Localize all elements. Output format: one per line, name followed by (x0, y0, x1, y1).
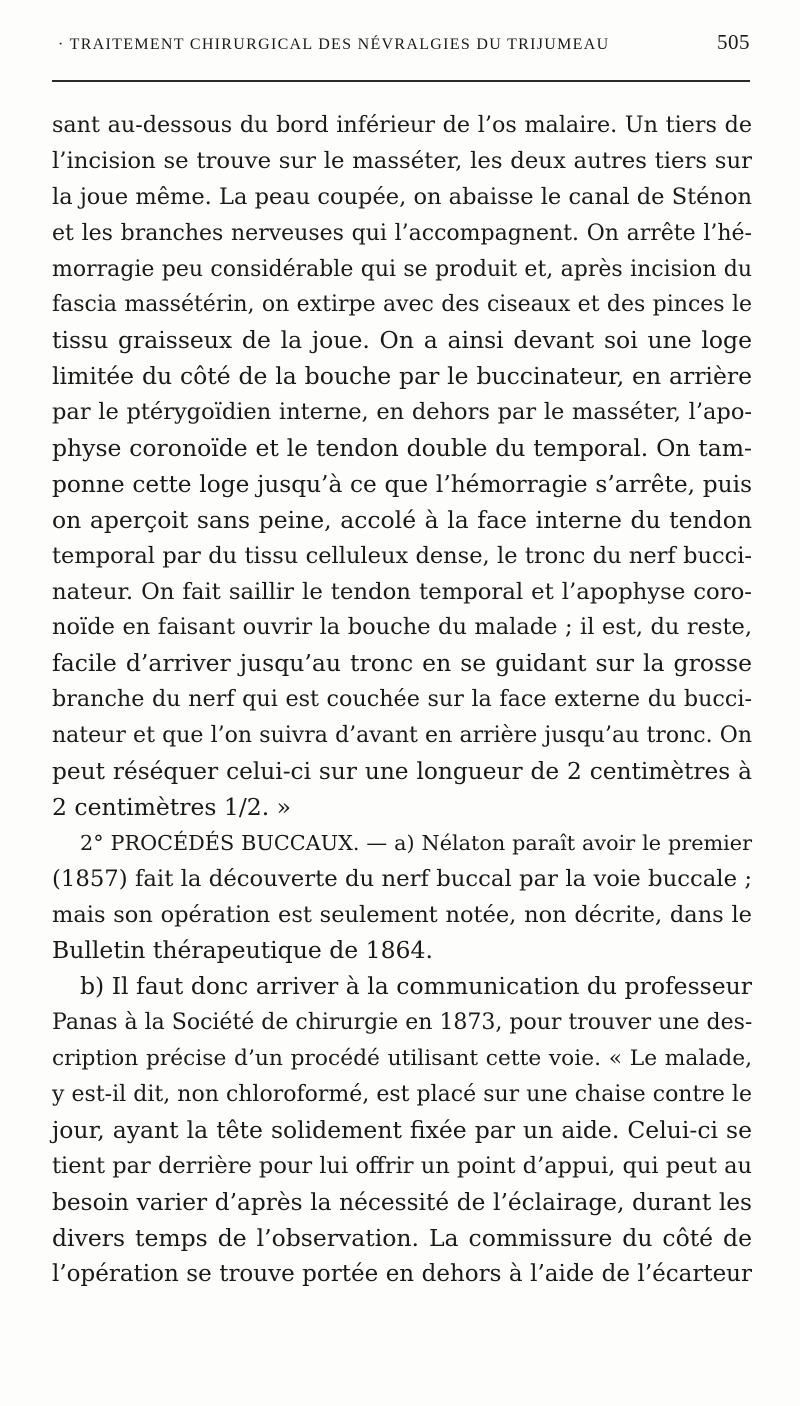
text-line: y est-il dit, non chloroformé, est placé sur une chaise contre le (52, 1082, 752, 1108)
text-line: l’opération se trouve portée en dehors à l’aide de l’écarteur (52, 1260, 752, 1287)
text-line: noïde en faisant ouvrir la bouche du malade ; il est, du reste, (52, 614, 752, 641)
paragraph-start-line: b) Il faut donc arriver à la communication du professeur (80, 972, 752, 1001)
text-line: tissu graisseux de la joue. On a ainsi devant soi une loge (52, 326, 752, 355)
text-line: physe coronoïde et le tendon double du temporal. On tam- (52, 434, 752, 463)
text-line: branche du nerf qui est couchée sur la face externe du bucci- (52, 686, 752, 713)
text-line: sant au-dessous du bord inférieur de l’os malaire. Un tiers de (52, 112, 752, 138)
text-line: par le ptérygoïdien interne, en dehors par le masséter, l’apo- (52, 399, 752, 426)
text-line: ponne cette loge jusqu’à ce que l’hémorragie s’arrête, puis (52, 470, 752, 498)
text-line: Panas à la Société de chirurgie en 1873, pour trouver une des- (52, 1010, 753, 1036)
text-line: 2 centimètres 1/2. » (52, 792, 292, 821)
text-line: nateur et que l’on suivra d’avant en arrière jusqu’au tronc. On (52, 723, 752, 749)
text-line: on aperçoit sans peine, accolé à la face interne du tendon (52, 505, 752, 534)
text-line: fascia massétérin, on extirpe avec des ciseaux et des pinces le (52, 292, 752, 318)
body-text (52, 108, 752, 1292)
text-line: Bulletin thérapeutique de 1864. (52, 936, 433, 965)
text-line: divers temps de l’observation. La commissure du côté de (52, 1223, 752, 1252)
page-number: 505 (717, 30, 750, 54)
text-line: nateur. On fait saillir le tendon temporal et l’apophyse coro- (52, 578, 752, 605)
text-line: cription précise d’un procédé utilisant cette voie. « Le malade, (52, 1046, 752, 1072)
text-line: jour, ayant la tête solidement fixée par un aide. Celui-ci se (52, 1115, 752, 1144)
header-rule (52, 80, 750, 82)
text-line: (1857) fait la découverte du nerf buccal par la voie buccale ; (52, 865, 752, 892)
text-line: l’incision se trouve sur le masséter, les deux autres tiers sur (52, 147, 752, 174)
text-line: limitée du côté de la bouche par le buccinateur, en arrière (52, 362, 752, 391)
text-line: temporal par du tissu celluleux dense, le tronc du nerf bucci- (52, 542, 752, 569)
text-line: facile d’arriver jusqu’au tronc en se guidant sur la grosse (52, 649, 752, 678)
text-line: et les branches nerveuses qui l’accompagnent. On arrête l’hé- (52, 220, 752, 246)
text-line: morragie peu considérable qui se produit et, après incision du (52, 256, 752, 282)
section-heading-line: 2° PROCÉDÉS BUCCAUX. — a) Nélaton paraît avoir le premier (80, 830, 752, 855)
text-line: peut réséquer celui-ci sur une longueur de 2 centimètres à (52, 758, 752, 786)
running-title: · TRAITEMENT CHIRURGICAL DES NÉVRALGIES DU TRIJUMEAU (58, 36, 610, 53)
text-line: la joue même. La peau coupée, on abaisse le canal de Sténon (52, 183, 752, 210)
text-line: tient par derrière pour lui offrir un point d’appui, qui peut au (52, 1152, 752, 1179)
text-line: mais son opération est seulement notée, non décrite, dans le (52, 901, 752, 928)
text-line: besoin varier d’après la nécessité de l’éclairage, durant les (52, 1188, 752, 1216)
running-head (58, 30, 750, 60)
